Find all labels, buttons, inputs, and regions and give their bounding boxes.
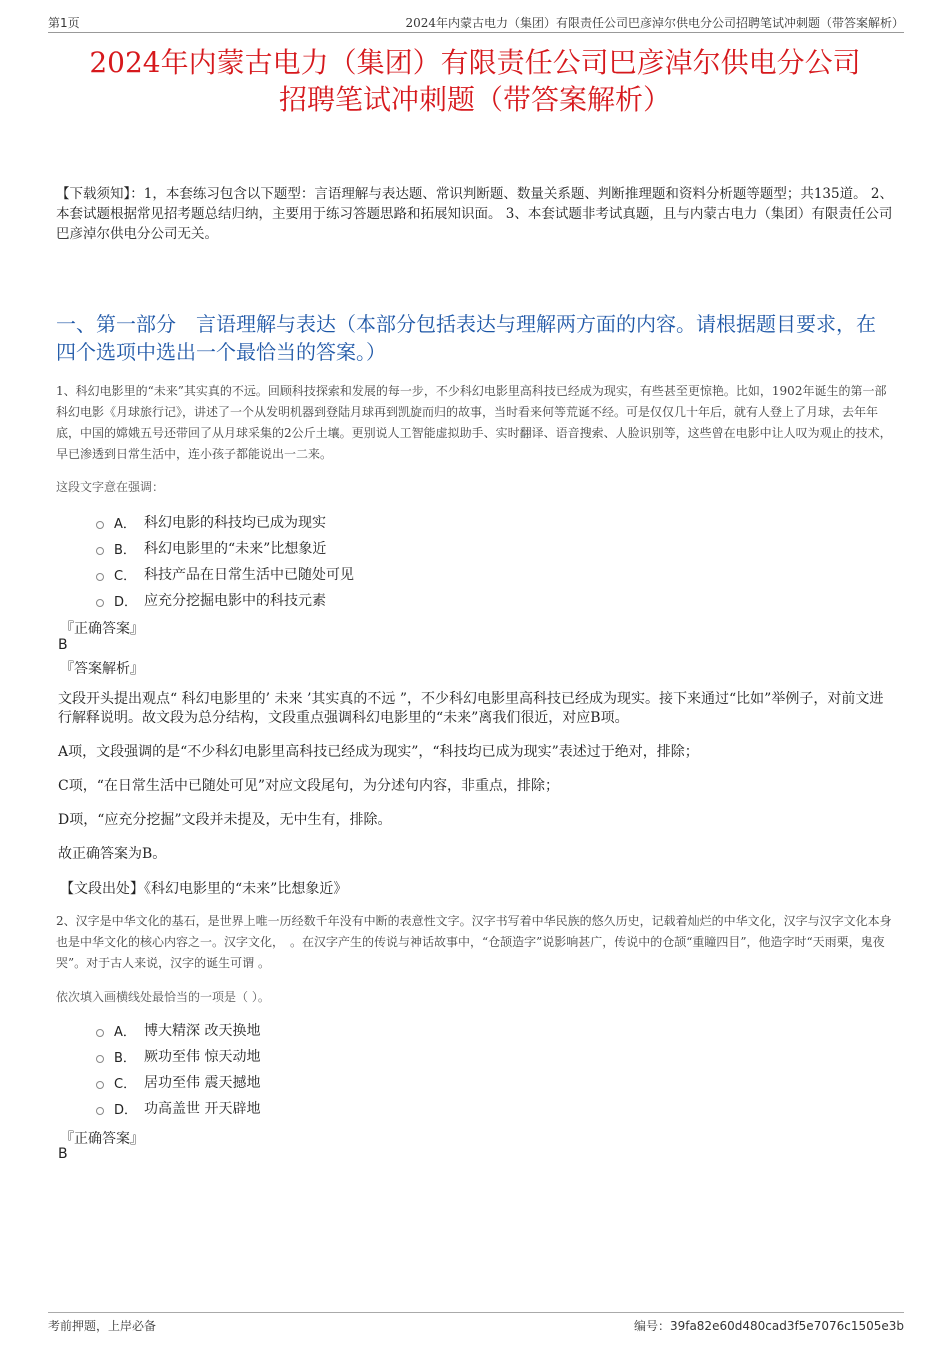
question-2-options	[96, 1017, 260, 1121]
page-footer	[48, 1312, 904, 1333]
document-code: 编号：39fa82e60d480cad3f5e7076c1505e3b	[633, 1319, 904, 1333]
option-c[interactable]: C． 居功至伟 震天撼地	[96, 1069, 260, 1095]
radio-icon[interactable]	[96, 1081, 104, 1089]
analysis-paragraph: 故正确答案为B。	[58, 846, 167, 862]
radio-icon[interactable]	[96, 521, 104, 529]
question-1-prompt: 这段文字意在强调：	[56, 480, 165, 494]
option-b[interactable]: B． 科幻电影里的“未来”比想象近	[96, 535, 354, 561]
question-1-options	[96, 509, 354, 613]
analysis-label: 『答案解析』	[60, 661, 144, 677]
analysis-paragraph: C项，“在日常生活中已随处可见”对应文段尾句，为分述句内容，非重点，排除；	[58, 778, 560, 794]
page-header	[48, 12, 904, 33]
option-a[interactable]: A． 科幻电影的科技均已成为现实	[96, 509, 354, 535]
radio-icon[interactable]	[96, 1055, 104, 1063]
radio-icon[interactable]	[96, 1107, 104, 1115]
radio-icon[interactable]	[96, 547, 104, 555]
answer-label: 『正确答案』	[60, 621, 144, 637]
radio-icon[interactable]	[96, 599, 104, 607]
header-doc-title: 2024年内蒙古电力（集团）有限责任公司巴彦淖尔供电分公司招聘笔试冲刺题（带答案解析）	[405, 16, 904, 30]
radio-icon[interactable]	[96, 1029, 104, 1037]
title-line-2: 招聘笔试冲刺题（带答案解析）	[278, 83, 671, 116]
title-line-1: 2024年内蒙古电力（集团）有限责任公司巴彦淖尔供电分公司	[89, 46, 861, 79]
answer-value: B	[58, 1146, 68, 1162]
analysis-paragraph: D项，“应充分挖掘”文段并未提及，无中生有，排除。	[58, 812, 392, 828]
option-a[interactable]: A． 博大精深 改天换地	[96, 1017, 260, 1043]
option-d[interactable]: D． 应充分挖掘电影中的科技元素	[96, 587, 354, 613]
analysis-paragraph: 文段开头提出观点“ 科幻电影里的’ 未来 ’其实真的不远 ”，不少科幻电影里高科技已经成为现实。接下来通过“比如”举例子，对前文进行解释说明。故文段为总分结构，文段重点强调科幻电影里的“未来”离我们很近，对应B项。	[58, 691, 884, 726]
option-d[interactable]: D． 功高盖世 开天辟地	[96, 1095, 260, 1121]
download-notice: 【下载须知】：1，本套练习包含以下题型：言语理解与表达题、常识判断题、数量关系题、判断推理题和资料分析题等题型；共135道。 2、本套试题根据常见招考题总结归纳，主要用于练习答题思路和拓展知识面。 3、本套试题非考试真题，且与内蒙古电力（集团）有限责任公司巴彦淖尔供电分公司无关。	[56, 186, 893, 242]
option-c[interactable]: C． 科技产品在日常生活中已随处可见	[96, 561, 354, 587]
text-source: 【文段出处】《科幻电影里的“未来”比想象近》	[60, 881, 348, 897]
question-2-stem: 2、汉字是中华文化的基石，是世界上唯一历经数千年没有中断的表意性文字。汉字书写着中华民族的悠久历史，记载着灿烂的中华文化，汉字与汉字文化本身也是中华文化的核心内容之一。汉字文化， 。在汉字产生的传说与神话故事中，“仓颉造字”说影响甚广，传说中的仓颉“重瞳四目”，他造字时“天雨栗，鬼夜哭”。对于古人来说，汉字的诞生可谓 。	[56, 914, 892, 970]
option-b[interactable]: B． 厥功至伟 惊天动地	[96, 1043, 260, 1069]
document-title	[30, 44, 920, 118]
section-heading: 一、第一部分 言语理解与表达（本部分包括表达与理解两方面的内容。请根据题目要求，在四个选项中选出一个最恰当的答案。）	[56, 312, 876, 364]
answer-value: B	[58, 637, 68, 653]
question-2-prompt: 依次填入画横线处最恰当的一项是（ ）。	[56, 990, 270, 1004]
footer-slogan: 考前押题，上岸必备	[48, 1319, 157, 1333]
page-number: 第1页	[48, 16, 80, 30]
answer-label: 『正确答案』	[60, 1131, 144, 1147]
analysis-paragraph: A项，文段强调的是“不少科幻电影里高科技已经成为现实”，“科技均已成为现实”表述过于绝对，排除；	[58, 744, 699, 760]
radio-icon[interactable]	[96, 573, 104, 581]
question-1-stem: 1、科幻电影里的“未来”其实真的不远。回顾科技探索和发展的每一步，不少科幻电影里高科技已经成为现实，有些甚至更惊艳。比如，1902年诞生的第一部科幻电影《月球旅行记》，讲述了一个从发明机器到登陆月球再到凯旋而归的故事，当时看来何等荒诞不经。可是仅仅几十年后，就有人登上了月球，去年年底，中国的嫦娥五号还带回了从月球采集的2公斤土壤。更别说人工智能虚拟助手、实时翻译、语音搜索、人脸识别等，这些曾在电影中让人叹为观止的技术，早已渗透到日常生活中，连小孩子都能说出一二来。	[56, 384, 892, 461]
